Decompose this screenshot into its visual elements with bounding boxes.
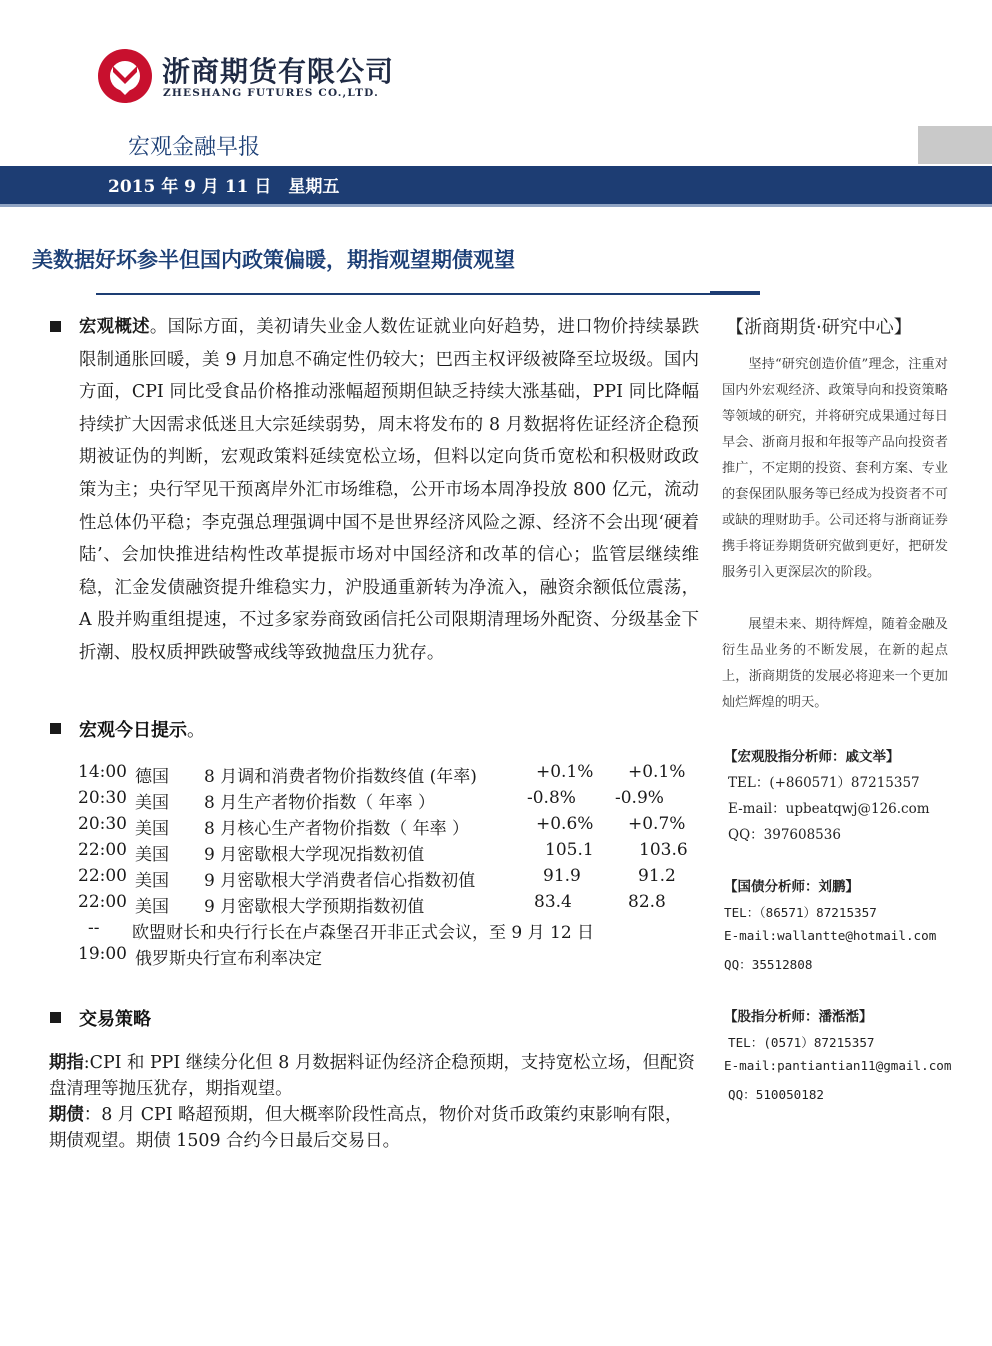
headline: 美数据好坏参半但国内政策偏暖，期指观望期债观望 [32,248,515,272]
analyst-qq: QQ：510050182 [728,1087,824,1102]
event-row: -- 欧盟财长和央行行长在卢森堡召开非正式会议，至 9 月 12 日 [88,918,595,943]
section-strategy-title: 交易策略 [79,1009,151,1030]
event-row: 14:00 德国 8 月调和消费者物价指数终值 (年率) +0.1% +0.1% [78,762,686,787]
overview-label: 宏观概述 [79,317,150,337]
headline-divider [96,293,710,295]
analyst-title: 【国债分析师：刘鹏】 [724,879,859,895]
company-name-en: ZHESHANG FUTURES CO.,LTD. [163,87,379,99]
company-name-cn: 浙商期货有限公司 [162,55,395,88]
event-row: 22:00 美国 9 月密歇根大学现况指数初值 105.1 103.6 [78,840,688,865]
headline-divider-accent [710,291,760,295]
date-bar-underline [0,204,992,207]
overview-text: 。国际方面，美初请失业金人数佐证就业向好趋势，进口物价持续暴跌限制通胀回暖，美 9 月加息不确定性仍较大；巴西主权评级被降至垃圾级。国内方面，CPI 同比受食品价格推动涨幅超预期但缺乏持续大涨基础，PPI 同比降幅持续扩大因需求低迷且大宗延续弱势，周末将发布的 8 月数据将佐证经济企稳预期被证伪的判断，宏观政策料延续宽松立场，但料以定向货币宽松和积极财政政策为主；央行罕见干预离岸外汇市场维稳，公开市场本周净投放 800 亿元，流动性总体仍平稳；李克强总理强调中国不是世界经济风险之源、经济不会出现‘硬着陆’、会加快推进结构性改革提振市场对中国经济和改革的信心；监管层继续维稳，汇金发债融资提升维稳实力，沪股通重新转为净流入，融资余额低位震荡，A 股并购重组提速，不过多家券商致函信托公司限期清理场外配资、分级基金下折潮、股权质押跌破警戒线等致抛盘压力犹存。 [79,317,699,663]
event-row: 22:00 美国 9 月密歇根大学预期指数初值 83.4 82.8 [78,892,666,917]
header-gray-block [918,126,992,164]
report-date: 2015 年 9 月 11 日 星期五 [108,177,340,197]
strategy-index-paragraph: 期指:CPI 和 PPI 继续分化但 8 月数据料证伪经济企稳预期，支持宽松立场，但配资盘清理等抛压犹存，期指观望。 [49,1053,695,1099]
sidebar-intro-paragraph: 坚持“研究创造价值”理念，注重对国内外宏观经济、政策导向和投资策略等领域的研究，并将研究成果通过每日早会、浙商月报和年报等产品向投资者推广，不定期的投资、套利方案、专业的套保团队服务等已经成为投资者不可或缺的理财助手。公司还将与浙商证券携手将证券期货研究做到更好，把研发服务引入更深层次的阶段。 [722,357,948,580]
bullet-icon [50,321,61,332]
analyst-tel: TEL：(+860571）87215357 [728,775,920,791]
company-logo-icon [97,48,153,104]
event-row: 20:30 美国 8 月核心生产者物价指数（ 年率 ） +0.6% +0.7% [78,814,686,839]
analyst-email[interactable]: E-mail:pantiantian11@gmail.com [724,1058,952,1073]
report-title: 宏观金融早报 [128,135,261,160]
bullet-icon [50,723,61,734]
analyst-email[interactable]: E-mail：upbeatqwj@126.com [728,801,930,817]
sidebar-title: 【浙商期货·研究中心】 [726,317,912,338]
bullet-icon [50,1012,61,1023]
analyst-qq: QQ：397608536 [728,827,841,843]
event-row: 22:00 美国 9 月密歇根大学消费者信心指数初值 91.9 91.2 [78,866,676,891]
event-row: 20:30 美国 8 月生产者物价指数（ 年率 ） -0.8% -0.9% [78,788,664,813]
analyst-tel: TEL：（86571）87215357 [724,905,877,920]
analyst-tel: TEL：(0571）87215357 [728,1035,875,1050]
event-row: 19:00 俄罗斯央行宣布利率决定 [78,944,322,969]
analyst-title: 【股指分析师：潘湉湉】 [724,1009,873,1025]
analyst-qq: QQ：35512808 [724,957,813,972]
sidebar-outlook-paragraph: 展望未来、期待辉煌，随着金融及衍生品业务的不断发展，在新的起点上，浙商期货的发展必将迎来一个更加灿烂辉煌的明天。 [722,617,948,710]
overview-paragraph [79,311,699,670]
section-today-title: 宏观今日提示。 [79,720,205,741]
analyst-title: 【宏观股指分析师：戚文举】 [724,749,900,765]
analyst-email[interactable]: E-mail:wallantte@hotmail.com [724,928,937,943]
strategy-bond-paragraph: 期债：8 月 CPI 略超预期，但大概率阶段性高点，物价对货币政策约束影响有限，期债观望。期债 1509 合约今日最后交易日。 [49,1105,683,1151]
